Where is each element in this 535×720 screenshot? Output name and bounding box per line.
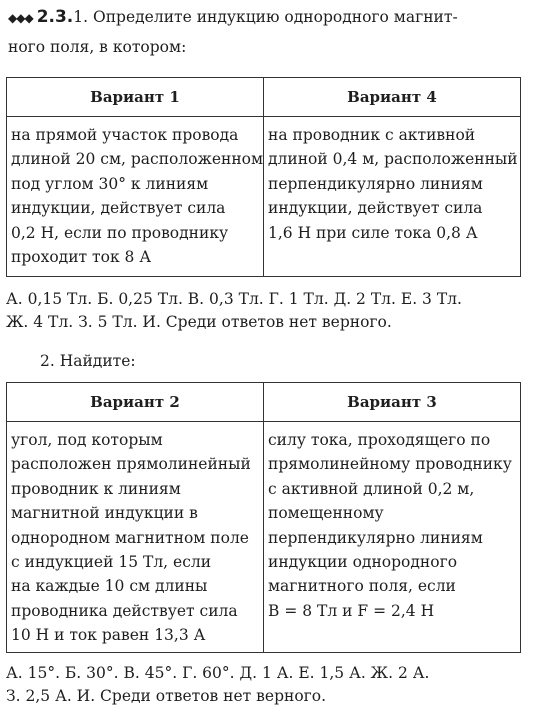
cell-line: индукции, действует сила [268, 199, 483, 218]
cell-line: длиной 0,4 м, расположенный [268, 150, 518, 169]
cell-line: перпендикулярно линиям [268, 174, 483, 193]
answers-1-line-1: А. 0,15 Тл. Б. 0,25 Тл. В. 0,3 Тл. Г. 1 Тл. Д. 2 Тл. Е. 3 Тл. [6, 290, 462, 308]
cell-line: на прямой участок провода [11, 126, 239, 144]
cell-line: 1,6 Н при силе тока 0,8 А [268, 223, 478, 242]
intro-line-2: ного поля, в котором: [8, 38, 187, 56]
intro-line-1: Определите индукцию однородного магнит- [93, 8, 458, 26]
cell-line: длиной 20 см, расположенном [11, 150, 264, 169]
header-variant-4: Вариант 4 [264, 78, 521, 117]
cell-line: индукции однородного [268, 553, 458, 572]
cell-line: однородном магнитном поле [11, 528, 249, 547]
cell-line: силу тока, проходящего по [268, 431, 491, 449]
table-body-row [7, 117, 521, 277]
variant-2-cell [7, 422, 264, 653]
cell-line: 10 Н и ток равен 13,3 А [11, 626, 206, 645]
header-variant-2: Вариант 2 [7, 383, 264, 422]
answers-1 [6, 288, 462, 334]
answers-2-line-2: З. 2,5 А. И. Среди ответов нет верного. [6, 687, 327, 705]
part-2-label: 2. Найдите: [40, 352, 136, 370]
answers-2-line-1: А. 15°. Б. 30°. В. 45°. Г. 60°. Д. 1 А. Е. 1,5 А. Ж. 2 А. [6, 664, 430, 682]
cell-line: проводника действует сила [11, 601, 238, 620]
header-variant-3: Вариант 3 [264, 383, 521, 422]
problem-number: 2.3. [36, 7, 74, 27]
cell-line: с индукцией 15 Тл, если [11, 553, 212, 572]
cell-line: прямолинейному проводнику [268, 455, 512, 474]
cell-line: угол, под которым [11, 431, 163, 449]
cell-line: индукции, действует сила [11, 199, 226, 218]
cell-line: с активной длиной 0,2 м, [268, 479, 475, 498]
variant-3-cell [264, 422, 521, 653]
cell-line: B = 8 Тл и F = 2,4 Н [268, 601, 435, 620]
cell-line: под углом 30° к линиям [11, 174, 209, 193]
answers-2 [6, 662, 429, 708]
variant-4-cell [264, 117, 521, 277]
variant-1-cell [7, 117, 264, 277]
cell-line: 0,2 Н, если по проводнику [11, 223, 229, 242]
table-header-row [7, 383, 521, 422]
difficulty-marker: ◆◆◆ [8, 11, 33, 25]
table-header-row [7, 78, 521, 117]
cell-line: на каждые 10 см длины [11, 577, 208, 596]
cell-line: перпендикулярно линиям [268, 528, 483, 547]
sub-marker: 1. [73, 8, 89, 26]
cell-line: магнитного поля, если [268, 577, 456, 596]
table-body-row [7, 422, 521, 653]
cell-line: магнитной индукции в [11, 504, 198, 523]
variants-table-2 [6, 382, 521, 653]
variants-table-1 [6, 77, 521, 277]
cell-line: проводник к линиям [11, 479, 181, 498]
cell-line: расположен прямолинейный [11, 455, 251, 474]
cell-line: на проводник с активной [268, 126, 476, 144]
problem-heading [8, 6, 529, 29]
answers-1-line-2: Ж. 4 Тл. З. 5 Тл. И. Среди ответов нет верного. [6, 313, 392, 331]
cell-line: проходит ток 8 А [11, 248, 152, 267]
cell-line: помещенному [268, 504, 384, 523]
header-variant-1: Вариант 1 [7, 78, 264, 117]
